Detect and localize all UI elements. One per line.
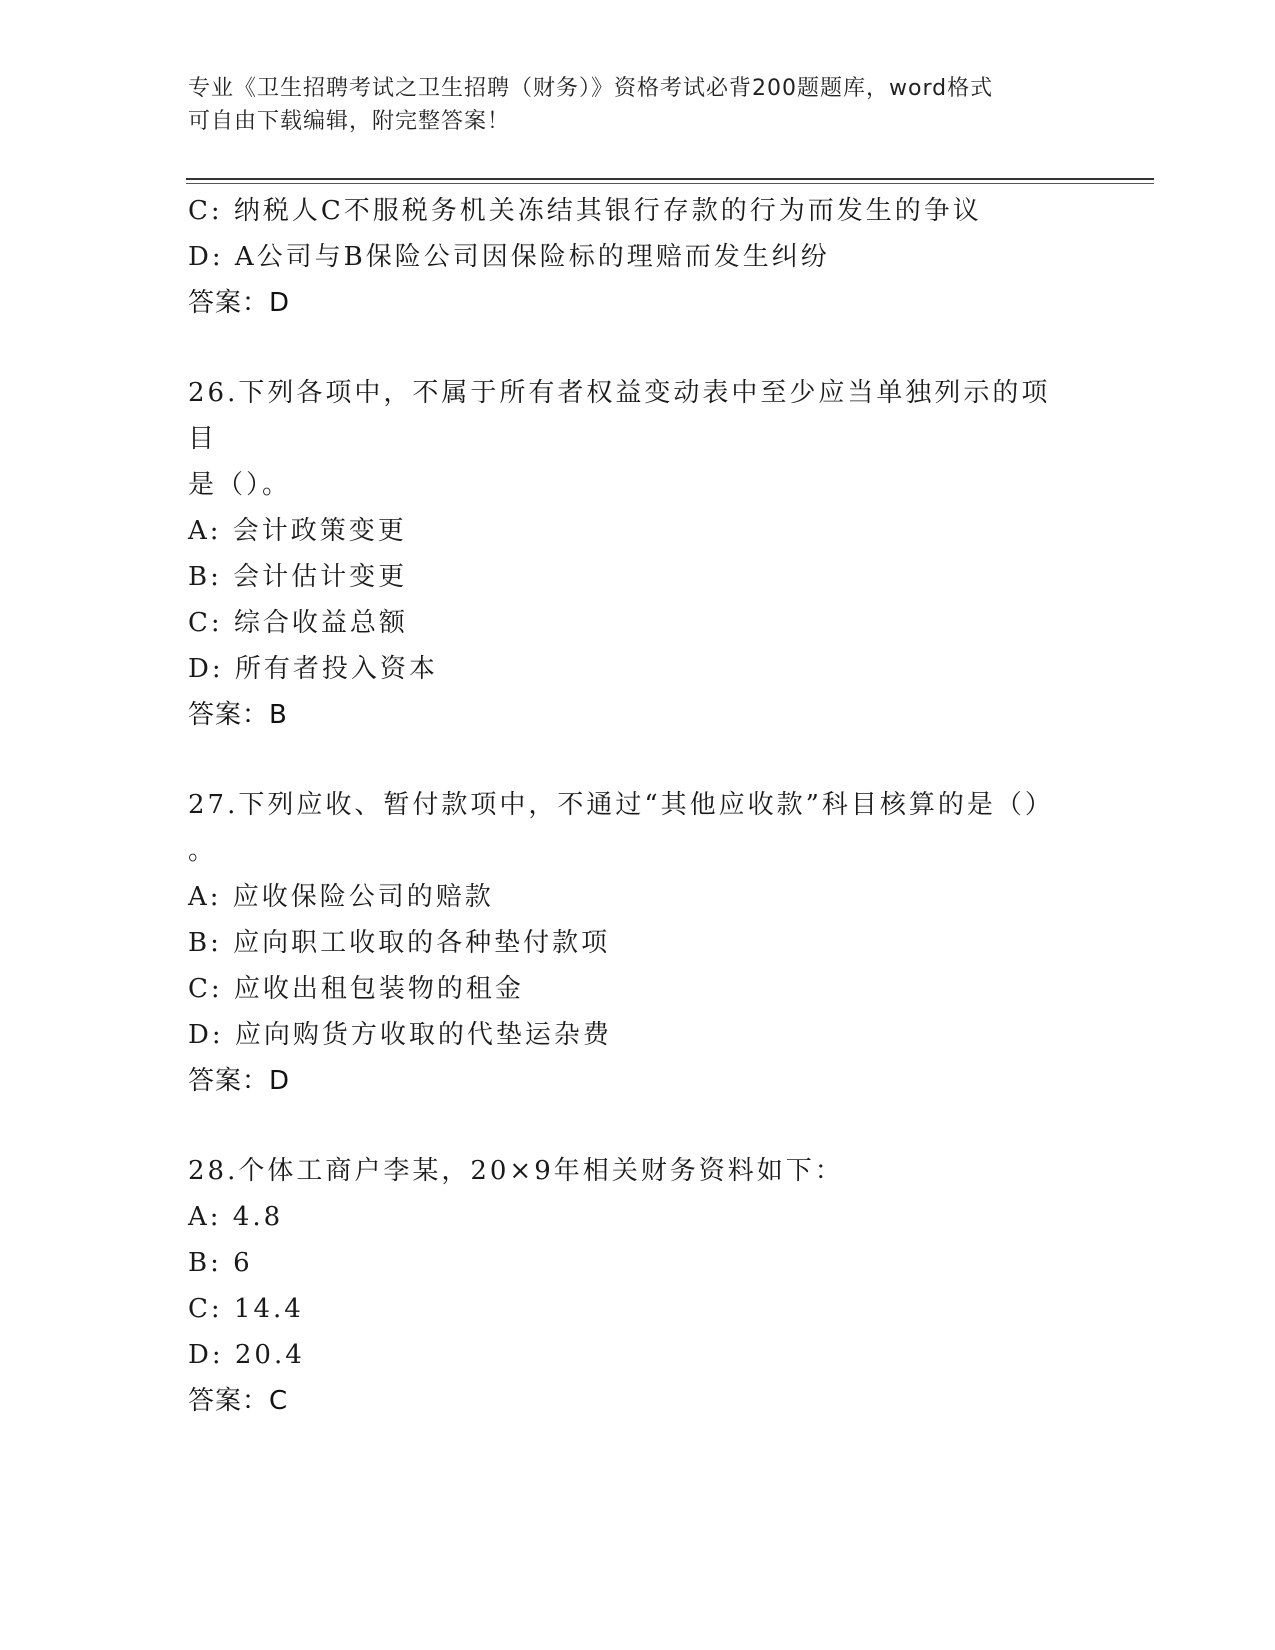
option-c: C: 综合收益总额 (188, 608, 408, 638)
header-title-line-1: 专业《卫生招聘考试之卫生招聘（财务）》资格考试必背200题题库，word格式 (188, 76, 994, 101)
question-26 (188, 370, 1088, 738)
answer-label: 答案：B (188, 700, 288, 730)
option-c: C: 纳税人C不服税务机关冻结其银行存款的行为而发生的争议 (188, 196, 982, 226)
spacer (188, 326, 1088, 370)
option-b: B: 会计估计变更 (188, 562, 408, 592)
option-d: D: 应向购货方收取的代垫运杂费 (188, 1020, 612, 1050)
question-28 (188, 1148, 1088, 1424)
question-stem (188, 1148, 1068, 1194)
spacer (188, 738, 1088, 782)
option-d: D: A公司与B保险公司因保险标的理赔而发生纠纷 (188, 242, 830, 272)
option-d: D: 所有者投入资本 (188, 654, 438, 684)
option-a: A: 4.8 (188, 1202, 284, 1232)
question-stem-line-1: 28.个体工商户李某，20×9年相关财务资料如下： (188, 1156, 844, 1186)
answer-label: 答案：D (188, 1066, 291, 1096)
question-27 (188, 782, 1088, 1104)
option-a: A: 应收保险公司的赔款 (188, 882, 494, 912)
spacer (188, 1104, 1088, 1148)
question-stem (188, 370, 1068, 508)
option-b: B: 6 (188, 1248, 253, 1278)
option-c: C: 应收出租包装物的租金 (188, 974, 524, 1004)
header-divider-thin (186, 183, 1154, 184)
option-c: C: 14.4 (188, 1294, 304, 1324)
question-stem-line-1: 27.下列应收、暂付款项中，不通过“其他应收款”科目核算的是（） (188, 790, 1054, 820)
answer-label: 答案：D (188, 288, 291, 318)
question-list (188, 188, 1088, 1424)
document-header (188, 72, 1068, 138)
header-divider-thick (186, 178, 1154, 180)
question-stem (188, 782, 1068, 874)
question-stem-line-1: 26.下列各项中，不属于所有者权益变动表中至少应当单独列示的项目 (188, 378, 1051, 454)
question-stem-line-2: 是（）。 (188, 470, 292, 500)
header-title-line-2: 可自由下载编辑，附完整答案！ (188, 109, 511, 134)
option-a: A: 会计政策变更 (188, 516, 407, 546)
option-b: B: 应向职工收取的各种垫付款项 (188, 928, 611, 958)
answer-label: 答案：C (188, 1386, 289, 1416)
option-d: D: 20.4 (188, 1340, 305, 1370)
question-25-continued (188, 188, 1088, 326)
question-stem-line-2: 。 (188, 836, 218, 866)
